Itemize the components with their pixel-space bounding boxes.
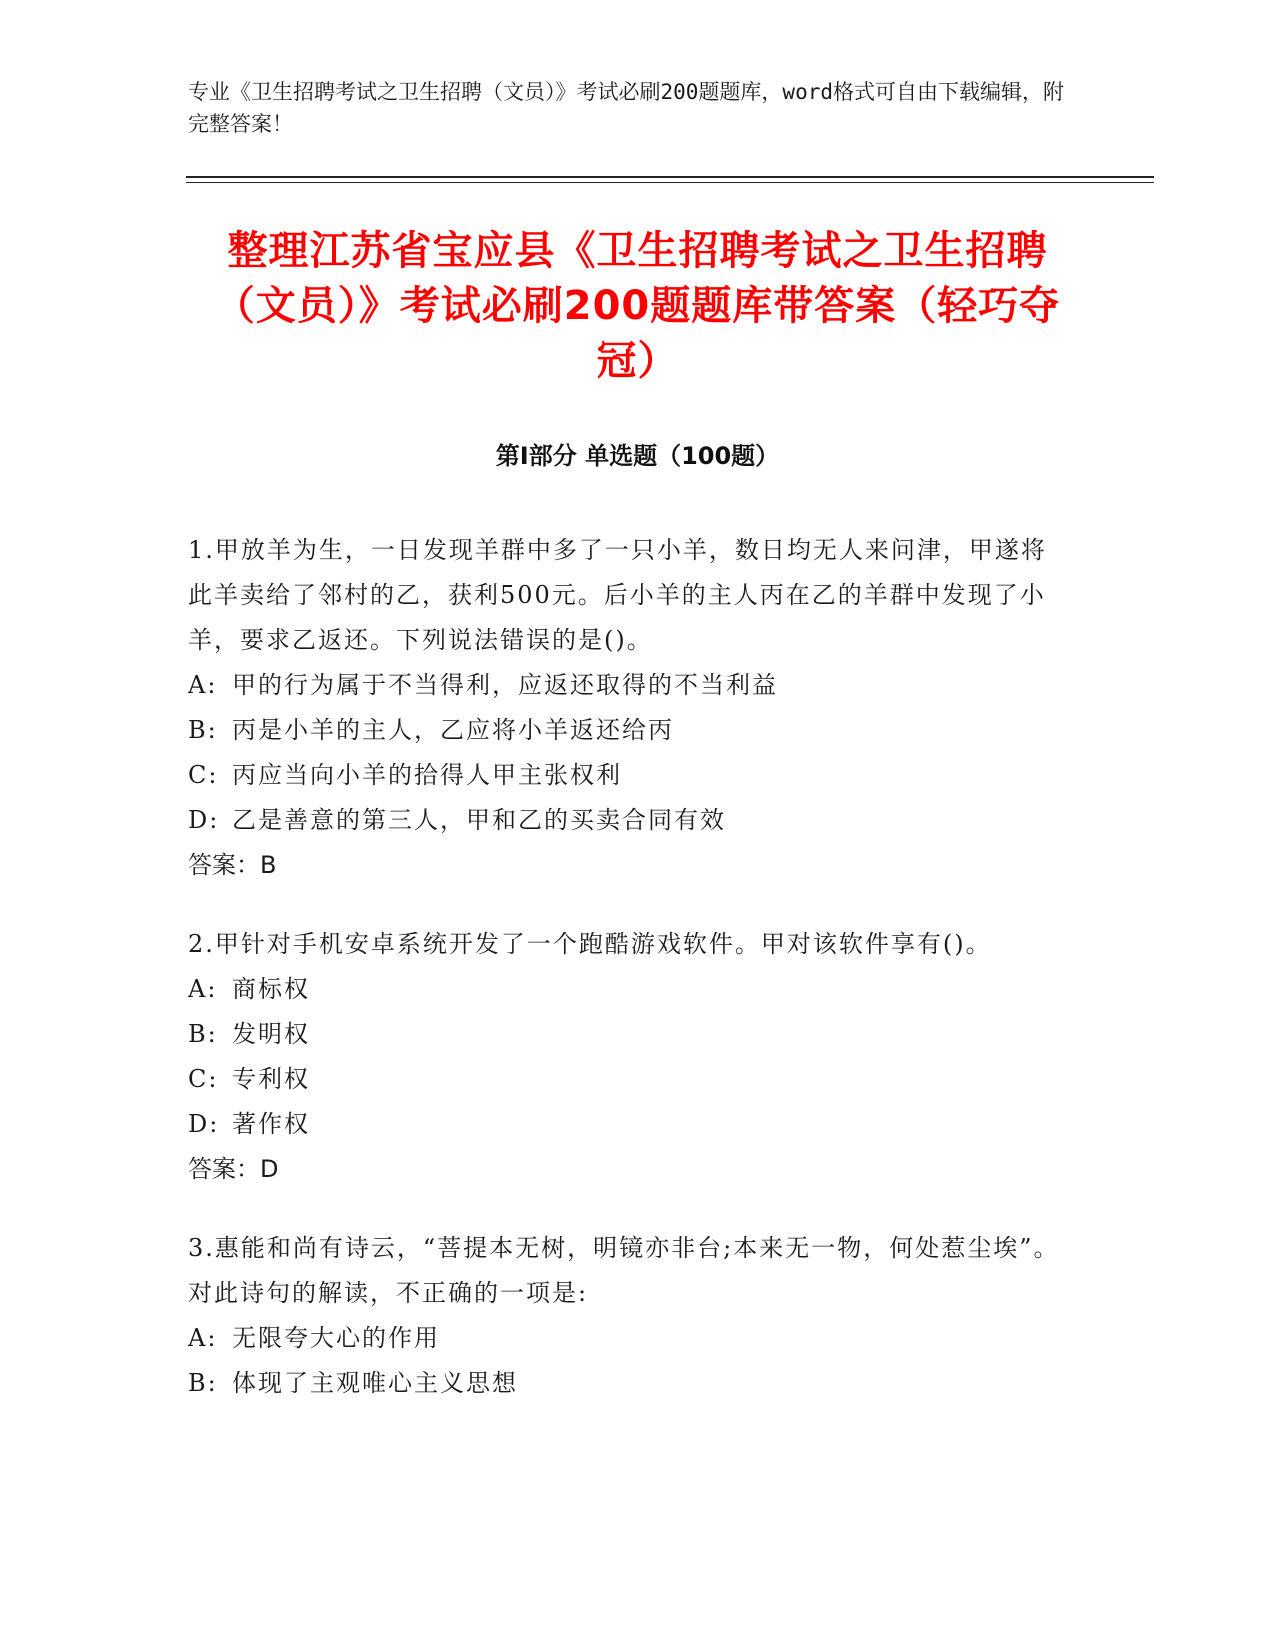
option-text: 体现了主观唯心主义思想	[232, 1369, 518, 1397]
option-text: 商标权	[232, 975, 310, 1003]
option-letter: B:	[188, 1369, 218, 1397]
document-title: 整理江苏省宝应县《卫生招聘考试之卫生招聘（文员）》考试必刷200题题库带答案（轻巧夺冠）	[214, 228, 1061, 384]
question-stem: 3.惠能和尚有诗云，“菩提本无树，明镜亦非台;本来无一物，何处惹尘埃”。对此诗句的解读，不正确的一项是:	[188, 1234, 1060, 1307]
question-answer: 答案：D	[188, 1155, 279, 1183]
question-option	[188, 753, 1068, 798]
question-option	[188, 1057, 1068, 1102]
question-stem: 1.甲放羊为生，一日发现羊群中多了一只小羊，数日均无人来问津，甲遂将此羊卖给了邻村的乙，获利500元。后小羊的主人丙在乙的羊群中发现了小羊，要求乙返还。下列说法错误的是()。	[188, 536, 1047, 654]
question-option	[188, 663, 1068, 708]
option-text: 丙应当向小羊的拾得人甲主张权利	[232, 761, 622, 789]
option-text: 专利权	[232, 1065, 310, 1093]
option-letter: B:	[188, 716, 218, 744]
option-letter: A:	[188, 671, 218, 699]
header-note: 专业《卫生招聘考试之卫生招聘（文员）》考试必刷200题题库，word格式可自由下载编辑，附完整答案！	[188, 80, 1064, 136]
option-letter: C:	[188, 761, 219, 789]
option-letter: B:	[188, 1020, 218, 1048]
question-option	[188, 1316, 1068, 1361]
header-divider-thin	[186, 182, 1154, 183]
question-item	[188, 922, 1068, 1192]
question-answer: 答案：B	[188, 851, 277, 879]
section-title: 第Ⅰ部分 单选题（100题）	[495, 442, 780, 470]
question-option	[188, 798, 1068, 843]
question-option	[188, 967, 1068, 1012]
option-letter: C:	[188, 1065, 219, 1093]
question-item	[188, 1226, 1068, 1406]
question-stem: 2.甲针对手机安卓系统开发了一个跑酷游戏软件。甲对该软件享有()。	[188, 930, 992, 958]
option-letter: D:	[188, 806, 220, 834]
question-list	[188, 528, 1068, 1440]
option-letter: A:	[188, 975, 218, 1003]
option-text: 著作权	[232, 1110, 310, 1138]
option-text: 甲的行为属于不当得利，应返还取得的不当利益	[232, 671, 778, 699]
question-option	[188, 708, 1068, 753]
question-option	[188, 1361, 1068, 1406]
question-option	[188, 1102, 1068, 1147]
header-divider-thick	[186, 176, 1154, 178]
option-letter: D:	[188, 1110, 220, 1138]
question-item	[188, 528, 1068, 888]
question-option	[188, 1012, 1068, 1057]
option-text: 发明权	[232, 1020, 310, 1048]
option-letter: A:	[188, 1324, 218, 1352]
option-text: 丙是小羊的主人，乙应将小羊返还给丙	[232, 716, 674, 744]
option-text: 乙是善意的第三人，甲和乙的买卖合同有效	[232, 806, 726, 834]
option-text: 无限夸大心的作用	[232, 1324, 440, 1352]
